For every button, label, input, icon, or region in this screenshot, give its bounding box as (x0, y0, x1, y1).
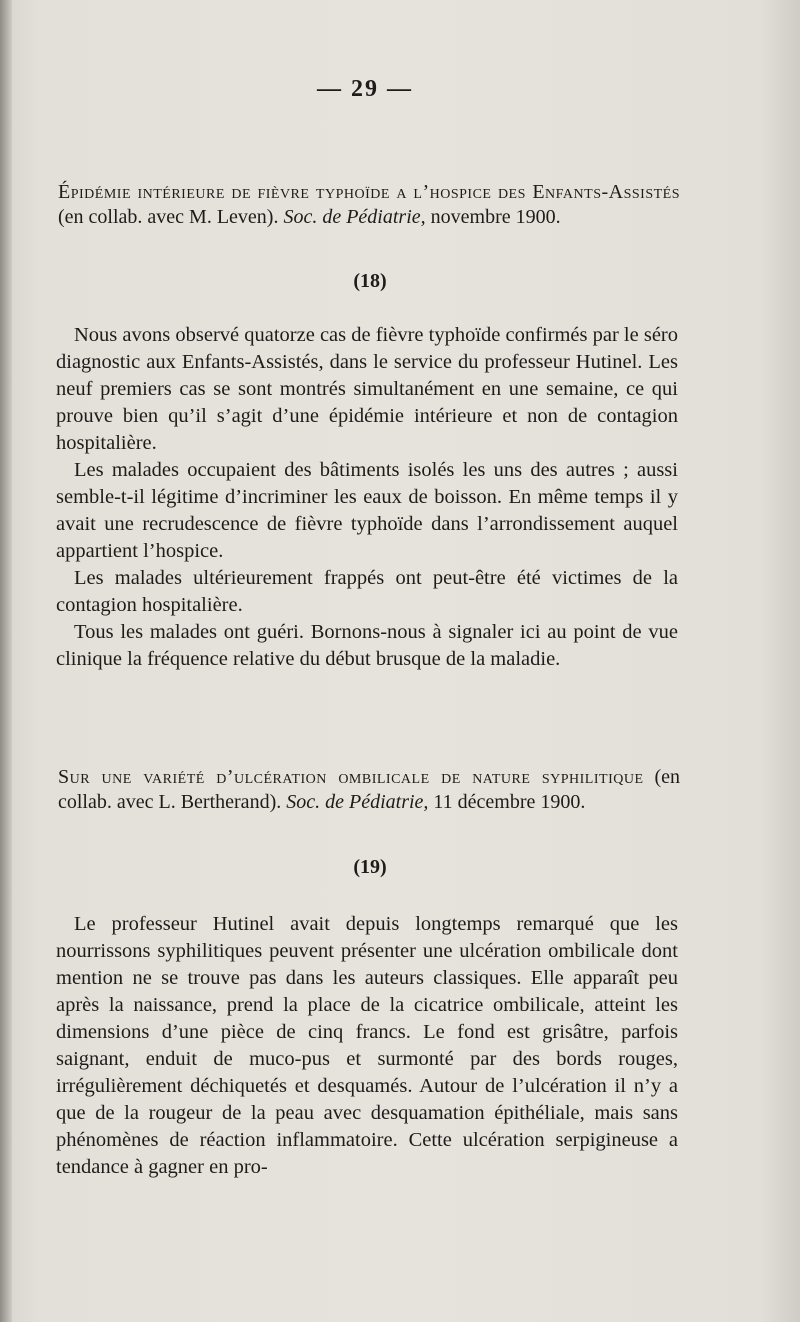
entry-18-title (58, 180, 680, 230)
page-gutter-shadow (0, 0, 12, 1322)
entry-19-venue: Soc. de Pédiatrie, (286, 791, 429, 813)
entry-19-title (58, 765, 680, 815)
entry-18-collab: (en collab. avec M. Leven). (58, 206, 284, 228)
entry-18-venue: Soc. de Pédiatrie, (283, 206, 426, 228)
entry-18-paragraph: Les malades occupaient des bâtiments isolés les uns des autres ; aussi semble-t-il légitime d’incriminer les eaux de boisson. En même temps il y avait une recrudescence de fièvre typhoïde dans l’arrondissement auquel appartient l’hospice. (56, 459, 678, 562)
entry-19-body (56, 911, 678, 1181)
entry-18-paragraph: Tous les malades ont guéri. Bornons-nous à signaler ici au point de vue clinique la fréquence relative du début brusque de la maladie. (56, 621, 678, 670)
entry-18-number: (18) (353, 270, 387, 292)
entry-19-paragraph: Le professeur Hutinel avait depuis longtemps remarqué que les nourrissons syphilitiques peuvent présenter une ulcération ombilicale dont mention ne se trouve pas dans les auteurs classiques. Elle apparaît peu après la naissance, prend la place de la cicatrice ombilicale, atteint les dimensions d’une pièce de cinq francs. Le fond est grisâtre, parfois saignant, enduit de muco-pus et surmonté par des bords rouges, irrégulièrement déchiquetés et desquamés. Autour de l’ulcération il n’y a que de la rougeur de la peau avec desquamation épithéliale, mais sans phénomènes de réaction inflammatoire. Cette ulcération serpigineuse a tendance à gagner en pro- (56, 913, 678, 1178)
entry-18-body (56, 322, 678, 673)
entry-19-heading: Sur une variété d’ulcération ombilicale de nature syphilitique (58, 766, 644, 788)
entry-18-heading: Épidémie intérieure de fièvre typhoïde a l’hospice des Enfants-Assistés (58, 181, 680, 203)
entry-19-date: 11 décembre 1900. (428, 791, 586, 813)
entry-18-date: novembre 1900. (425, 206, 561, 228)
entry-19-number: (19) (353, 856, 387, 878)
entry-18-paragraph: Les malades ultérieurement frappés ont peut-être été victimes de la contagion hospitalière. (56, 567, 678, 616)
entry-19-collab: (en collab. avec L. Bertherand). (58, 766, 680, 813)
entry-18-paragraph: Nous avons observé quatorze cas de fièvre typhoïde confirmés par le séro diagnostic aux Enfants-Assistés, dans le service du professeur Hutinel. Les neuf premiers cas se sont montrés simultanément en une semaine, ce qui prouve bien qu’il s’agit d’une épidémie intérieure et non de contagion hospitalière. (56, 324, 678, 454)
page-number: — 29 — (317, 76, 413, 102)
